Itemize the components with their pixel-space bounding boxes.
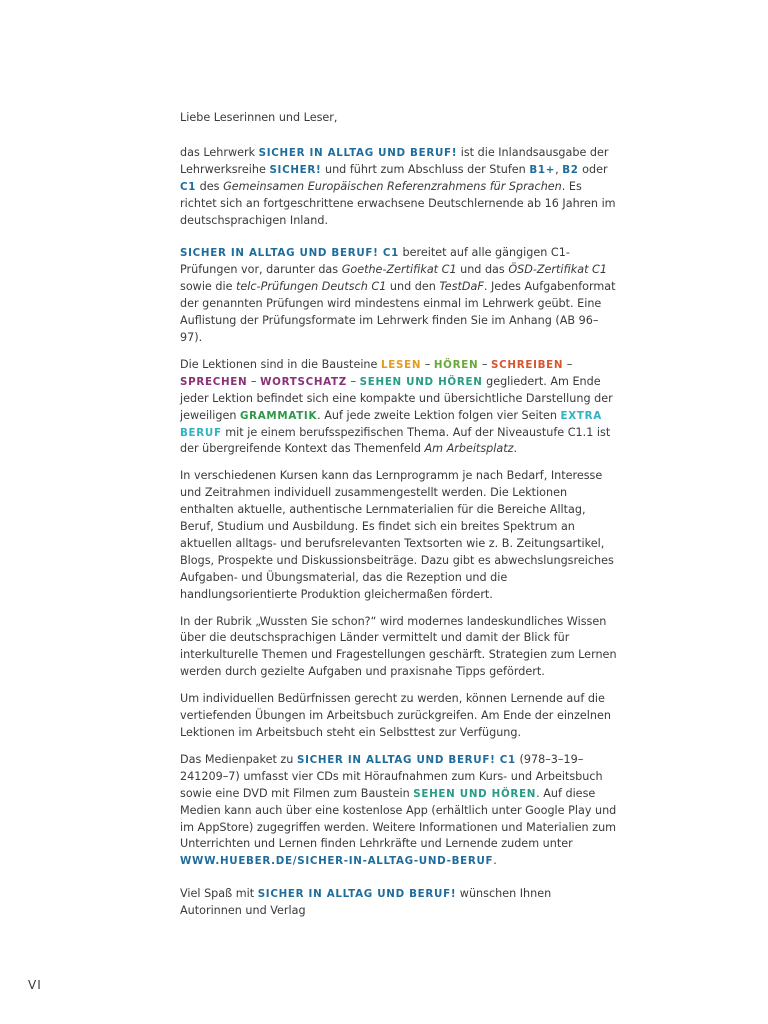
dash: – [346,374,360,388]
text-run: (978–3–19–241209–7) umfasst vier CDs mit Höraufnahmen zum Kurs- und Arbeitsbuch sowie eine DVD mit Filmen zum Baustein [180,752,603,800]
text-run: und das [456,263,509,277]
module-sprechen: SPRECHEN [180,375,248,388]
greeting: Liebe Leserinnen und Leser, [180,111,338,124]
text-run: . [513,442,518,456]
context-arbeitsplatz: Am Arbeitsplatz [424,442,514,456]
text-run: , [555,162,563,176]
brand-name: SICHER IN ALLTAG UND BERUF! C1 [180,247,399,260]
text-run: . Jedes Aufgabenformat der genannten Prüfungen wird mindestens einmal im Lehrwerk geübt. Eine Auflistung der Prüfungsformate im Lehrwerk finden Sie im Anhang (AB 96–97). [180,280,616,344]
dash: – [563,357,573,371]
text-run: des [196,179,224,193]
text-run: und den [386,280,440,294]
text-run: mit je einem berufsspezifischen Thema. Auf der Niveaustufe C1.1 ist der übergreifende Kontext das Themenfeld [180,425,611,456]
dash: – [247,374,261,388]
dash: – [478,357,492,371]
module-schreiben: SCHREIBEN [491,358,564,371]
text-run: bereitet auf alle gängigen C1-Prüfungen vor, darunter das [180,246,570,277]
text-run: sowie die [180,280,237,294]
brand-name: SICHER IN ALLTAG UND BERUF! [258,146,458,159]
module-wortschatz: WORTSCHATZ [260,375,347,388]
signature: Autorinnen und Verlag [180,904,306,918]
text-run: und führt zum Abschluss der Stufen [321,162,530,176]
brand-name: SICHER IN ALLTAG UND BERUF! C1 [296,753,516,766]
workbook-paragraph: Um individuellen Bedürfnissen gerecht zu werden, können Lernende auf die vertiefenden Übungen im Arbeitsbuch zurückgreifen. Am Ende der einzelnen Lektionen im Arbeitsbuch steht ein Selbsttest zur Verfügung. [180,692,611,739]
text-run: das Lehrwerk [180,145,259,159]
series-name: SICHER! [269,163,322,176]
text-run: Viel Spaß mit [180,887,258,901]
module-sehen-und-hoeren: SEHEN UND HÖREN [359,375,483,388]
rubric-paragraph: In der Rubrik „Wussten Sie schon?“ wird modernes landeskundliches Wissen über die deutschsprachigen Länder vermittelt und damit der Blick für interkulturelle Themen und Fragestellungen geschärft. Strategien zum Lernen werden durch gezielte Aufgaben und praxisnahe Tipps gefördert. [180,614,617,679]
text-run: Das Medienpaket zu [180,752,297,766]
text-run: oder [578,162,608,176]
text-run: . Es richtet sich an fortgeschrittene erwachsene Deutschlernende ab 16 Jahren im deutschsprachigen Inland. [180,179,616,227]
page-number: VI [28,978,42,992]
ger-title: Gemeinsamen Europäischen Referenzrahmens für Sprachen [223,179,562,193]
text-run: Die Lektionen sind in die Bausteine [180,357,381,371]
closing-paragraph [180,886,620,920]
text-run: . [493,854,497,868]
exam-paragraph [180,245,620,346]
media-paragraph [180,752,620,870]
text-run: . Auf diese Medien kann auch über eine kostenlose App (erhältlich unter Google Play und im AppStore) zugegriffen werden. Weitere Informationen und Materialien zum Unterrichten und Lernen finden Lehrkräfte und Lernende zudem unter [180,786,617,851]
module-extra-beruf: EXTRA BERUF [180,409,602,439]
testdaf-exam: TestDaF [439,280,484,294]
text-run: . Auf jede zweite Lektion folgen vier Seiten [317,408,561,422]
level-c1: C1 [180,180,197,193]
module-sehen-und-hoeren: SEHEN UND HÖREN [413,787,537,800]
level-b2: B2 [562,163,579,176]
text-run: gegliedert. Am Ende jeder Lektion befindet sich eine kompakte und übersichtliche Darstellung der jeweiligen [180,374,613,422]
dash: – [421,357,434,371]
level-b1plus: B1+ [529,163,556,176]
module-grammatik: GRAMMATIK [239,409,318,422]
text-run: wünschen Ihnen [456,887,552,901]
telc-exam: telc-Prüfungen Deutsch C1 [236,280,387,294]
module-lesen: LESEN [380,358,422,371]
oesd-exam: ÖSD-Zertifikat C1 [508,263,607,277]
brand-name: SICHER IN ALLTAG UND BERUF! [257,888,457,901]
text-run: ist die Inlandsausgabe der Lehrwerksreihe [180,145,609,176]
foreword-body [180,110,620,930]
module-hoeren: HÖREN [433,358,479,371]
goethe-exam: Goethe-Zertifikat C1 [341,263,457,277]
website-link[interactable]: WWW.HUEBER.DE/SICHER-IN-ALLTAG-UND-BERUF [180,855,494,868]
courses-paragraph: In verschiedenen Kursen kann das Lernprogramm je nach Bedarf, Interesse und Zeitrahmen individuell zusammengestellt werden. Die Lektionen enthalten aktuelle, authentische Lernmaterialien für die Bereiche Alltag, Beruf, Studium und Ausbildung. Es findet sich ein breites Spektrum an aktuellen alltags- und berufsrelevanten Textsorten wie z. B. Zeitungsartikel, Blogs, Prospekte und Diskussionsbeiträge. Dazu gibt es abwechslungsreiches Aufgaben- und Übungsmaterial, das die Rezeption und die handlungsorientierte Produktion gleichermaßen fördert. [180,469,614,601]
structure-paragraph [180,357,620,458]
intro-paragraph [180,145,620,230]
